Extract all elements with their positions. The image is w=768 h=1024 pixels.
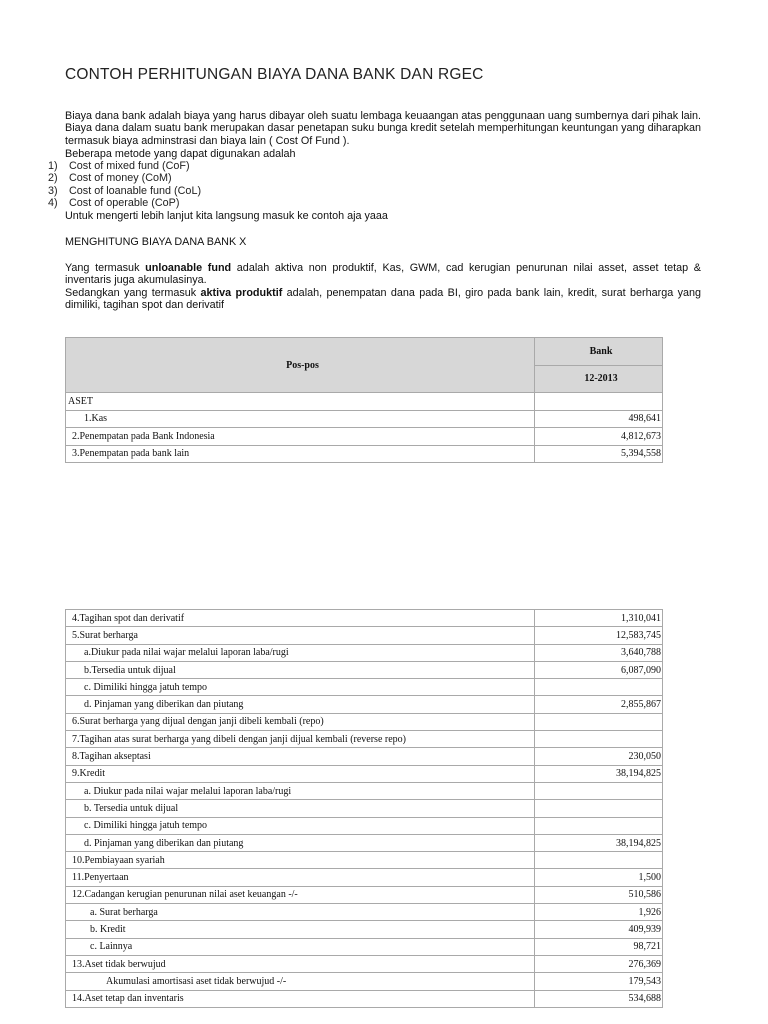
row-value: 98,721 (535, 938, 663, 955)
row-label: 5.Surat berharga (66, 627, 535, 644)
row-value: 38,194,825 (535, 765, 663, 782)
table-row (66, 904, 663, 921)
header-period: 12-2013 (535, 365, 663, 393)
table-row (66, 852, 663, 869)
table-row (66, 679, 663, 696)
row-label: 14.Aset tetap dan inventaris (66, 990, 535, 1007)
table-row (66, 610, 663, 627)
table-row (66, 869, 663, 886)
row-label: c. Lainnya (66, 938, 535, 955)
row-label: Akumulasi amortisasi aset tidak berwujud -/- (66, 973, 535, 990)
row-label: d. Pinjaman yang diberikan dan piutang (66, 696, 535, 713)
row-value: 4,812,673 (535, 428, 663, 446)
row-value: 3,640,788 (535, 644, 663, 661)
row-value (535, 731, 663, 748)
row-value: 179,543 (535, 973, 663, 990)
row-label: 11.Penyertaan (66, 869, 535, 886)
row-label: 12.Cadangan kerugian penurunan nilai aset keuangan -/- (66, 886, 535, 903)
row-value: 230,050 (535, 748, 663, 765)
row-label: a.Diukur pada nilai wajar melalui laporan laba/rugi (66, 644, 535, 661)
row-value: 510,586 (535, 886, 663, 903)
row-value (535, 713, 663, 730)
row-label: 8.Tagihan akseptasi (66, 748, 535, 765)
unloanable-paragraph: Yang termasuk unloanable fund adalah aktiva non produktif, Kas, GWM, cad kerugian penurunan nilai asset, asset tetap & inventaris juga akumulasinya. (65, 262, 701, 287)
header-bank: Bank (535, 338, 663, 366)
header-pos-pos: Pos-pos (66, 338, 535, 393)
row-label: c. Dimiliki hingga jatuh tempo (66, 679, 535, 696)
table-row (66, 955, 663, 972)
table-row (66, 938, 663, 955)
row-label: 13.Aset tidak berwujud (66, 955, 535, 972)
row-value (535, 782, 663, 799)
row-value: 2,855,867 (535, 696, 663, 713)
row-label: d. Pinjaman yang diberikan dan piutang (66, 834, 535, 851)
row-value (535, 800, 663, 817)
row-value: 409,939 (535, 921, 663, 938)
list-item: 3) Cost of loanable fund (CoL) (48, 184, 202, 197)
table-row (66, 661, 663, 678)
balance-table-top (65, 337, 663, 463)
table-row (66, 921, 663, 938)
row-label: 4.Tagihan spot dan derivatif (66, 610, 535, 627)
row-label: 10.Pembiayaan syariah (66, 852, 535, 869)
row-value: 6,087,090 (535, 661, 663, 678)
row-label: a. Surat berharga (66, 904, 535, 921)
row-label: 6.Surat berharga yang dijual dengan janji dibeli kembali (repo) (66, 713, 535, 730)
row-label: b. Kredit (66, 921, 535, 938)
row-value: 5,394,558 (535, 445, 663, 463)
table-row (66, 817, 663, 834)
balance-table-bottom (65, 609, 663, 1008)
intro-closing: Untuk mengerti lebih lanjut kita langsung masuk ke contoh aja yaaa (65, 210, 388, 222)
row-label: c. Dimiliki hingga jatuh tempo (66, 817, 535, 834)
row-label: a. Diukur pada nilai wajar melalui laporan laba/rugi (66, 782, 535, 799)
table-row (66, 644, 663, 661)
table-row (66, 800, 663, 817)
row-label: b. Tersedia untuk dijual (66, 800, 535, 817)
methods-intro: Beberapa metode yang dapat digunakan adalah (65, 148, 296, 160)
list-item: 4) Cost of operable (CoP) (48, 196, 180, 209)
table-row (66, 990, 663, 1007)
row-value (535, 817, 663, 834)
section-heading: MENGHITUNG BIAYA DANA BANK X (65, 236, 247, 248)
row-value: 1,926 (535, 904, 663, 921)
row-value: 1,310,041 (535, 610, 663, 627)
table-row (66, 782, 663, 799)
list-item: 1) Cost of mixed fund (CoF) (48, 160, 190, 172)
table-row (66, 410, 663, 428)
row-label: 2.Penempatan pada Bank Indonesia (66, 428, 535, 446)
row-label: 3.Penempatan pada bank lain (66, 445, 535, 463)
table-row (66, 748, 663, 765)
row-value: 534,688 (535, 990, 663, 1007)
table-row (66, 445, 663, 463)
row-value: 12,583,745 (535, 627, 663, 644)
table-row (66, 834, 663, 851)
table-row (66, 627, 663, 644)
row-label: 9.Kredit (66, 765, 535, 782)
row-value (535, 852, 663, 869)
table-row (66, 765, 663, 782)
table-row (66, 731, 663, 748)
row-value (535, 679, 663, 696)
row-value: 1,500 (535, 869, 663, 886)
table-row (66, 713, 663, 730)
methods-list (48, 160, 688, 209)
list-item: 2) Cost of money (CoM) (48, 172, 172, 185)
row-value: 276,369 (535, 955, 663, 972)
page-title: CONTOH PERHITUNGAN BIAYA DANA BANK DAN RGEC (65, 66, 484, 83)
row-label: 1.Kas (66, 410, 535, 428)
table-row (66, 973, 663, 990)
section-label: ASET (66, 393, 535, 411)
row-label: b.Tersedia untuk dijual (66, 661, 535, 678)
intro-paragraph: Biaya dana bank adalah biaya yang harus dibayar oleh suatu lembaga keuaangan atas penggunaan uang sumbernya dari pihak lain. Biaya dana dalam suatu bank merupakan dasar penetapan suku bunga kredit setelah memperhitungan keuntungan yang diharapkan termasuk biaya adminstrasi dan biaya lain ( Cost Of Fund ). (65, 110, 701, 147)
productive-paragraph: Sedangkan yang termasuk aktiva produktif adalah, penempatan dana pada BI, giro pada bank lain, kredit, surat berharga yang dimiliki, tagihan spot dan derivatif (65, 287, 701, 312)
table-row (66, 886, 663, 903)
table-row (66, 696, 663, 713)
table-row (66, 428, 663, 446)
table-row (66, 393, 663, 411)
row-value: 38,194,825 (535, 834, 663, 851)
row-label: 7.Tagihan atas surat berharga yang dibeli dengan janji dijual kembali (reverse repo) (66, 731, 535, 748)
row-value: 498,641 (535, 410, 663, 428)
